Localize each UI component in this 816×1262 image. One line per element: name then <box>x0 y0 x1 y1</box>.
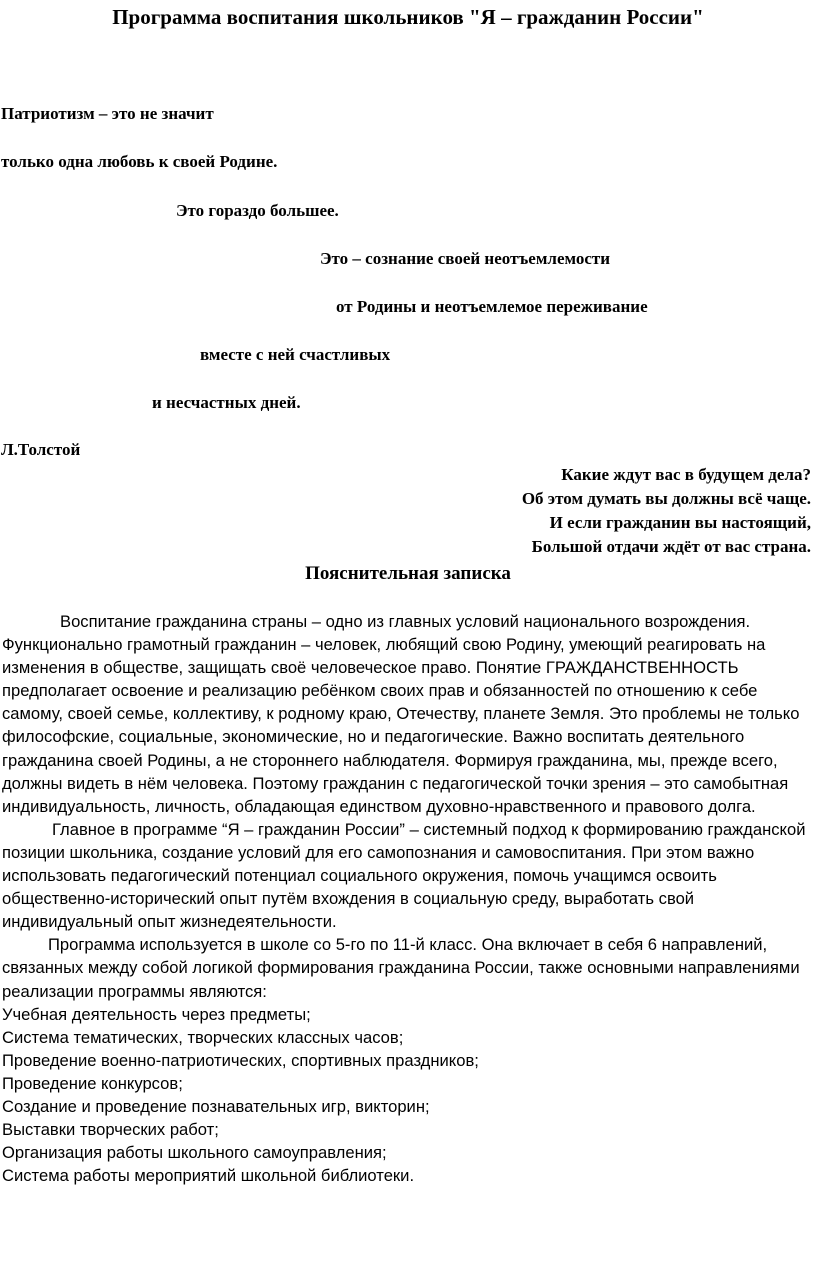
list-item: Проведение конкурсов; <box>2 1073 183 1093</box>
epigraph-line: вместе с ней счастливых <box>200 345 391 364</box>
verse-line: Об этом думать вы должны всё чаще. <box>521 489 811 508</box>
epigraph-line: только одна любовь к своей Родине. <box>1 152 278 171</box>
list-item: Система тематических, творческих классных часов; <box>2 1027 404 1047</box>
verse-line: Какие ждут вас в будущем дела? <box>561 465 811 484</box>
epigraph-line: Патриотизм – это не значит <box>1 104 214 123</box>
paragraph: Главное в программе “Я – гражданин России” – системный подход к формированию гражданской позиции школьника, создание условий для его самопознания и самовоспитания. При этом важно использовать педагогический потенциал социального окружения, помочь учащимся освоить общественно-исторический опыт путём вхождения в социальную среду, выработать свой индивидуальный опыт жизнедеятельности. <box>2 819 806 932</box>
section-heading: Пояснительная записка <box>305 563 511 584</box>
epigraph-author: Л.Толстой <box>1 440 81 459</box>
list-item: Система работы мероприятий школьной библиотеки. <box>2 1166 415 1186</box>
verse-line: Большой отдачи ждёт от вас страна. <box>531 537 811 556</box>
directions-list <box>2 1003 814 1188</box>
explanatory-note-body <box>2 610 814 1187</box>
list-item: Проведение военно-патриотических, спортивных праздников; <box>2 1050 479 1070</box>
epigraph-line: от Родины и неотъемлемое переживание <box>336 297 648 316</box>
epigraph-line: и несчастных дней. <box>152 393 301 412</box>
document-title: Программа воспитания школьников "Я – гражданин России" <box>112 5 704 29</box>
paragraph: Воспитание гражданина страны – одно из главных условий национального возрождения. Функционально грамотный гражданин – человек, любящий свою Родину, умеющий реагировать на изменения в обществе, защищать своё человеческое право. Понятие ГРАЖДАНСТВЕННОСТЬ предполагает освоение и реализацию ребёнком своих прав и обязанностей по отношению к себе самому, своей семье, коллективу, к родному краю, Отечеству, планете Земля. Это проблемы не только философские, социальные, экономические, но и педагогические. Важно воспитать деятельного гражданина своей Родины, а не стороннего наблюдателя. Формируя гражданина, мы, прежде всего, должны видеть в нём человека. Поэтому гражданин с педагогической точки зрения – это самобытная индивидуальность, личность, обладающая единством духовно-нравственного и правового долга. <box>2 612 800 816</box>
epigraph-line: Это гораздо большее. <box>176 201 339 220</box>
list-item: Организация работы школьного самоуправления; <box>2 1143 387 1163</box>
list-item: Выставки творческих работ; <box>2 1120 219 1140</box>
paragraph: Программа используется в школе со 5-го по 11-й класс. Она включает в себя 6 направлений, связанных между собой логикой формирования гражданина России, также основными направлениями реализации программы являются: <box>2 935 800 1001</box>
verse-line: И если гражданин вы настоящий, <box>549 513 811 532</box>
list-item: Учебная деятельность через предметы; <box>2 1004 311 1024</box>
epigraph-line: Это – сознание своей неотъемлемости <box>320 249 611 268</box>
list-item: Создание и проведение познавательных игр, викторин; <box>2 1096 430 1116</box>
